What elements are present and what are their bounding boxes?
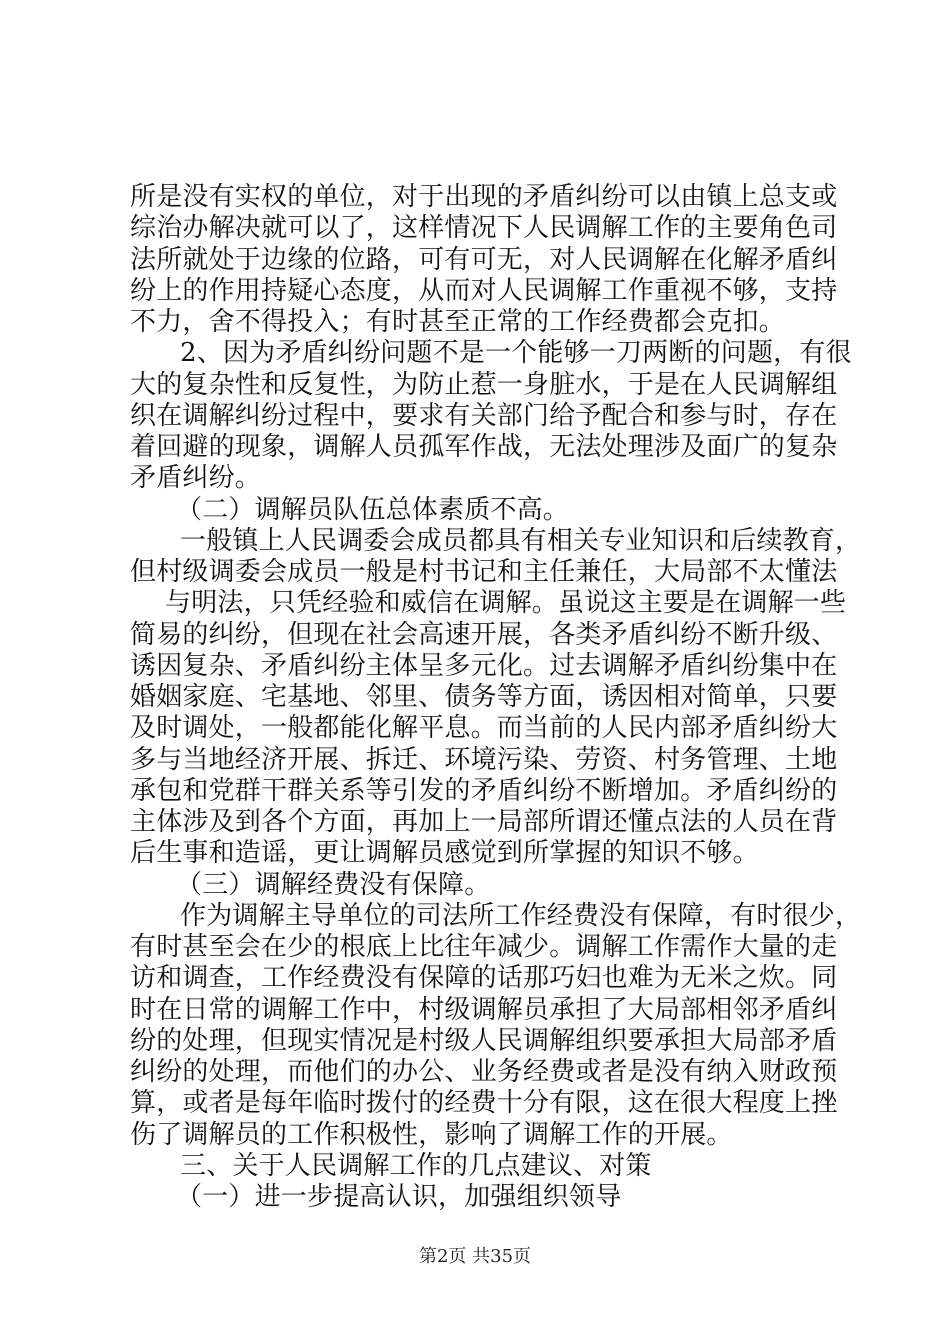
paragraph-line: 2、因为矛盾纠纷问题不是一个能够一刀两断的问题，有很 <box>180 338 852 368</box>
paragraph-line: 但村级调委会成员一般是村书记和主任兼任，大局部不太懂法 <box>130 557 838 587</box>
paragraph-line: 后生事和造谣，更让调解员感觉到所掌握的知识不够。 <box>130 838 759 868</box>
paragraph-line: 大的复杂性和反复性，为防止惹一身脏水，于是在人民调解组 <box>130 370 838 400</box>
page-number: 第2页 共35页 <box>418 1246 532 1267</box>
section-heading: （一）进一步提高认识，加强组织领导 <box>176 1182 622 1212</box>
paragraph-line: 主体涉及到各个方面，再加上一局部所谓还懂点法的人员在背 <box>130 807 838 837</box>
paragraph-line: 简易的纠纷，但现在社会高速开展，各类矛盾纠纷不断升级、 <box>130 620 838 650</box>
paragraph-line: 纷上的作用持疑心态度，从而对人民调解工作重视不够，支持 <box>130 276 838 306</box>
paragraph-line: 作为调解主导单位的司法所工作经费没有保障，有时很少， <box>180 901 862 931</box>
paragraph-line: 伤了调解员的工作积极性，影响了调解工作的开展。 <box>130 1120 733 1150</box>
paragraph-line: 承包和党群干群关系等引发的矛盾纠纷不断增加。矛盾纠纷的 <box>130 776 838 806</box>
paragraph-line: 纷的处理，但现实情况是村级人民调解组织要承担大局部矛盾 <box>130 1026 838 1056</box>
paragraph-line: 一般镇上人民调委会成员都具有相关专业知识和后续教育， <box>180 526 862 556</box>
paragraph-line: 诱因复杂、矛盾纠纷主体呈多元化。过去调解矛盾纠纷集中在 <box>130 651 838 681</box>
paragraph-line: 与明法，只凭经验和威信在调解。虽说这主要是在调解一些 <box>165 588 847 618</box>
paragraph-line: 时在日常的调解工作中，村级调解员承担了大局部相邻矛盾纠 <box>130 995 838 1025</box>
paragraph-line: 访和调查，工作经费没有保障的话那巧妇也难为无米之炊。同 <box>130 963 838 993</box>
paragraph-line: 织在调解纠纷过程中，要求有关部门给予配合和参与时，存在 <box>130 401 838 431</box>
section-heading: （二）调解员队伍总体素质不高。 <box>176 495 570 525</box>
paragraph-line: 法所就处于边缘的位路，可有可无，对人民调解在化解矛盾纠 <box>130 245 838 275</box>
paragraph-line: 及时调处，一般都能化解平息。而当前的人民内部矛盾纠纷大 <box>130 713 838 743</box>
paragraph-line: 着回避的现象，调解人员孤军作战，无法处理涉及面广的复杂 <box>130 432 838 462</box>
paragraph-line: 多与当地经济开展、拆迁、环境污染、劳资、村务管理、土地 <box>130 745 838 775</box>
paragraph-line: 纠纷的处理，而他们的办公、业务经费或者是没有纳入财政预 <box>130 1057 838 1087</box>
paragraph-line: 综治办解决就可以了，这样情况下人民调解工作的主要角色司 <box>130 213 838 243</box>
paragraph-line: 婚姻家庭、宅基地、邻里、债务等方面，诱因相对简单，只要 <box>130 682 838 712</box>
section-heading: 三、关于人民调解工作的几点建议、对策 <box>180 1151 652 1181</box>
paragraph-line: 不力，舍不得投入；有时甚至正常的工作经费都会克扣。 <box>130 307 786 337</box>
paragraph-line: 算，或者是每年临时拨付的经费十分有限，这在很大程度上挫 <box>130 1088 838 1118</box>
paragraph-line: 有时甚至会在少的根底上比往年减少。调解工作需作大量的走 <box>130 932 838 962</box>
paragraph-line: 矛盾纠纷。 <box>130 463 262 493</box>
paragraph-line: 所是没有实权的单位，对于出现的矛盾纠纷可以由镇上总支或 <box>130 182 838 212</box>
section-heading: （三）调解经费没有保障。 <box>176 870 491 900</box>
